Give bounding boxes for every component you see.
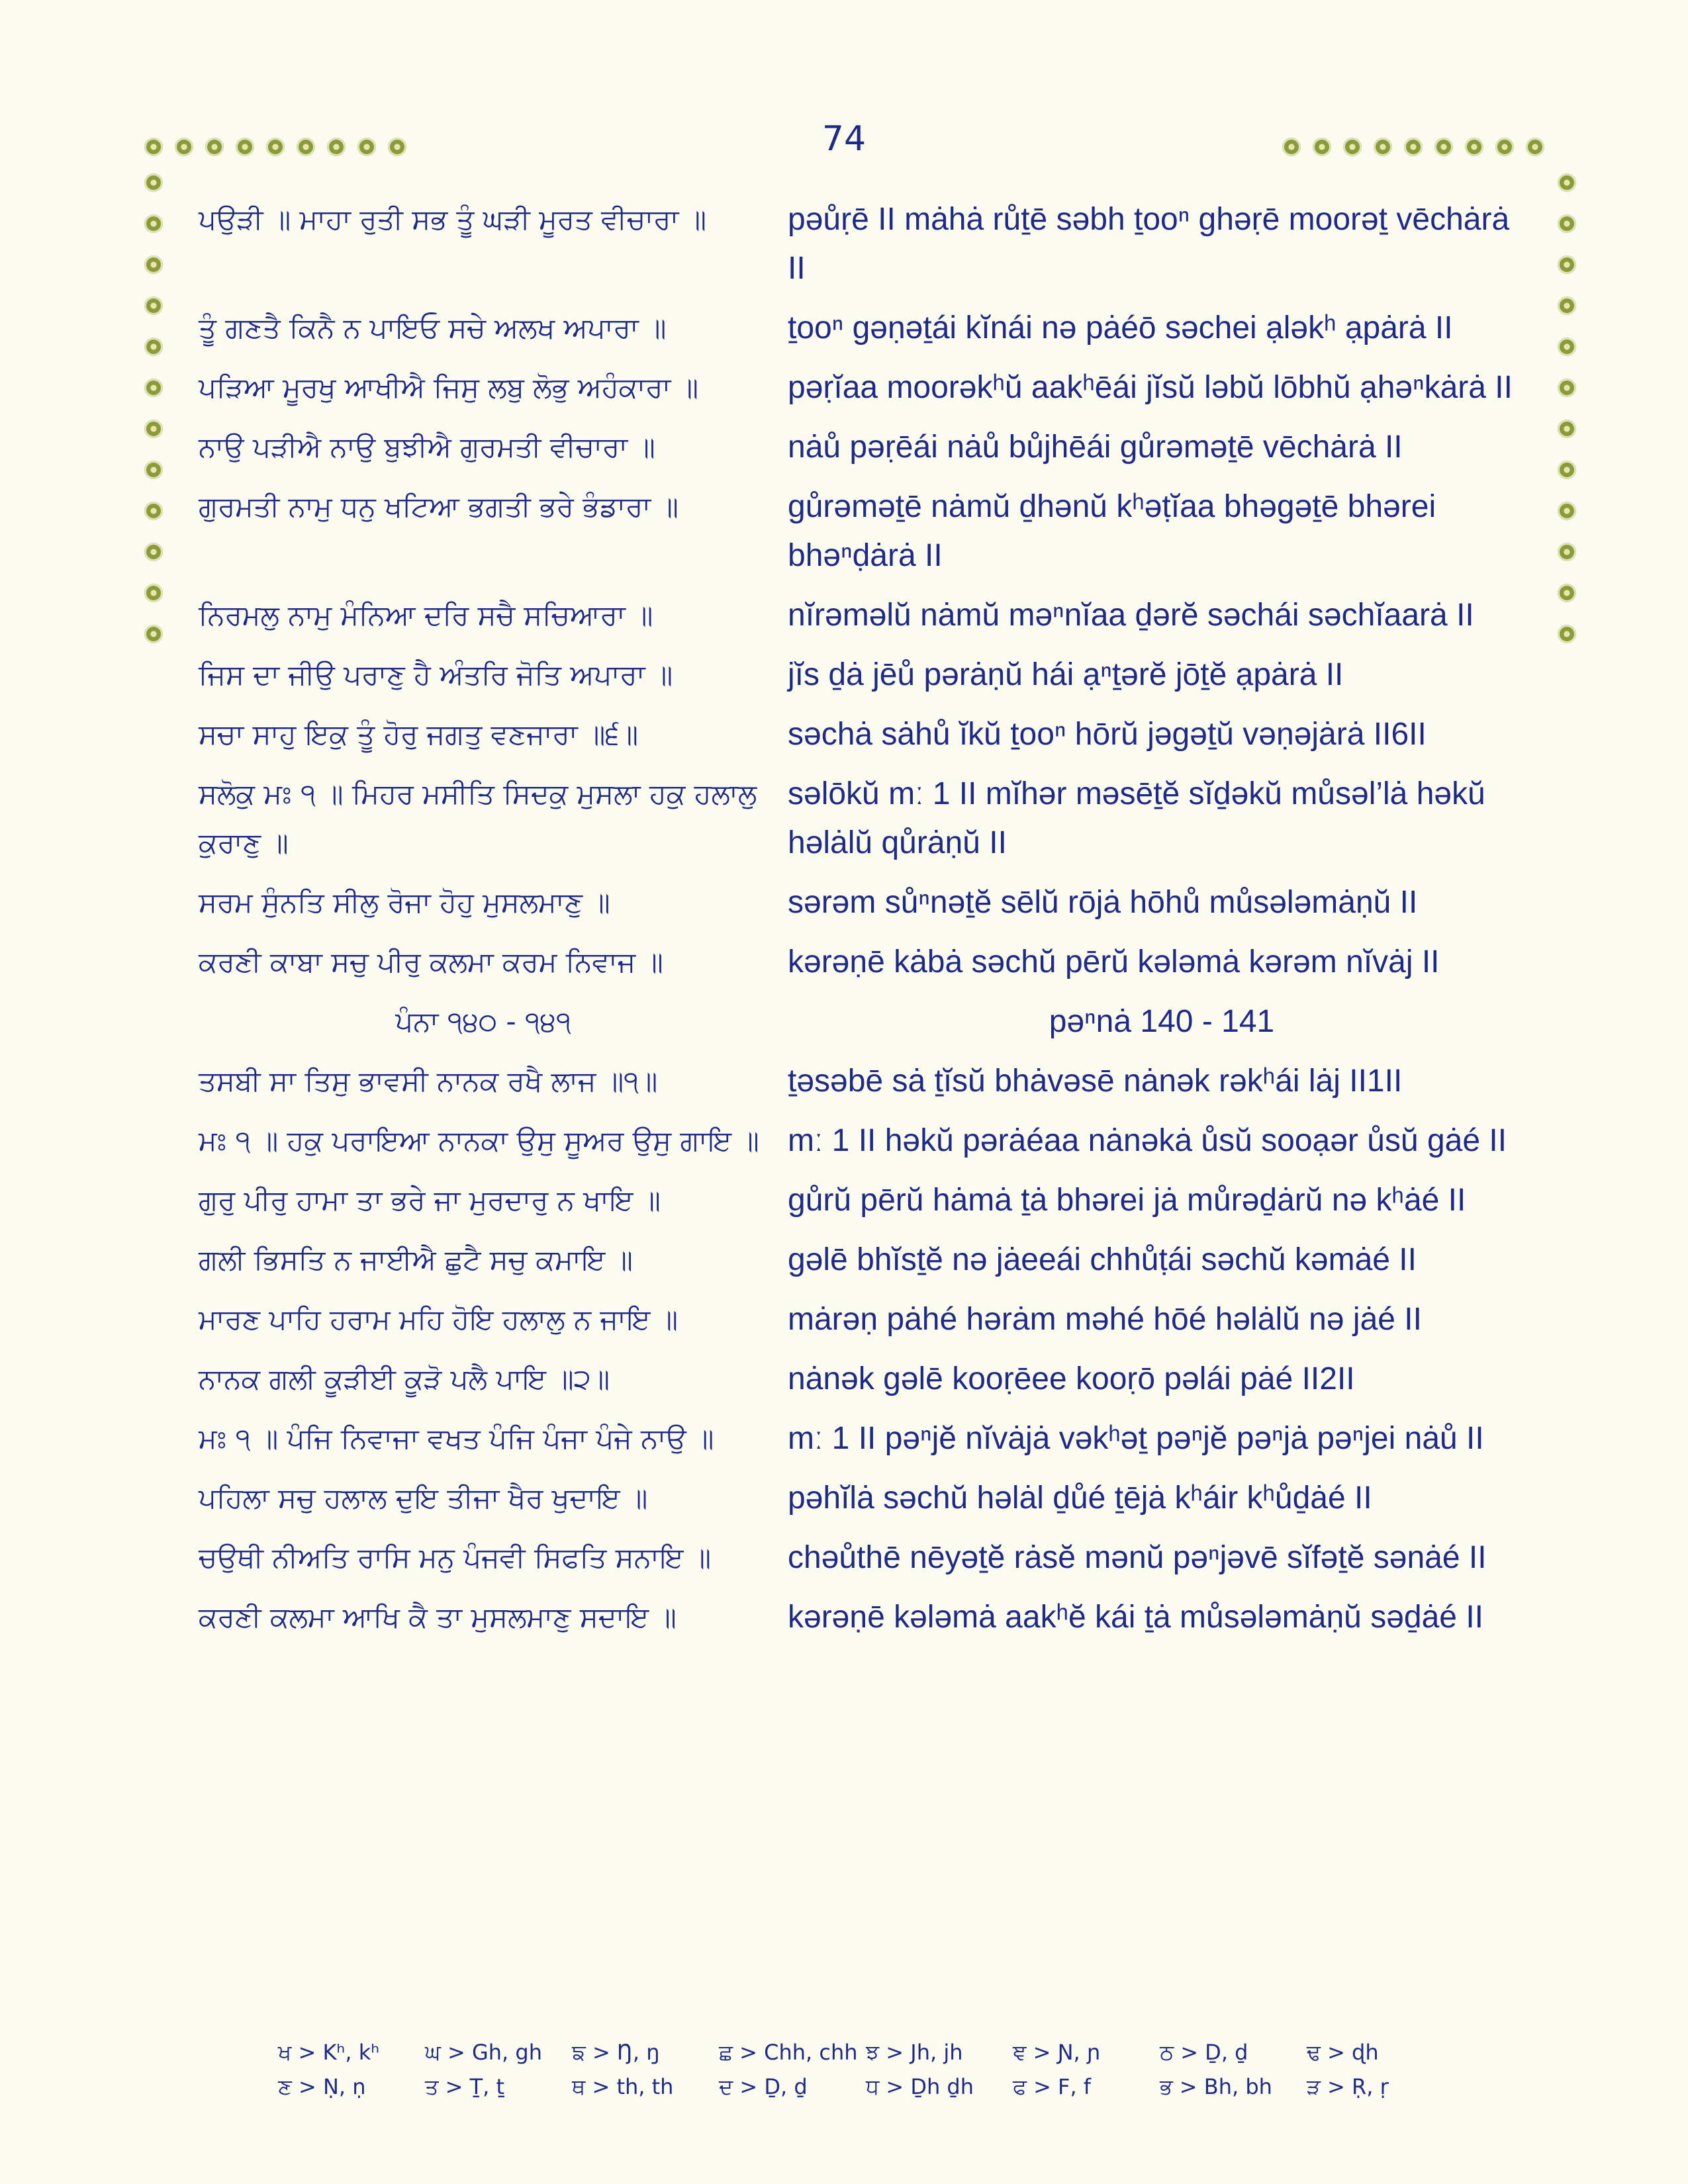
transliteration-text: səchȧ sȧhů ĭkŭ ṯooⁿ hōrŭ jəgəṯŭ vəṇəjȧrȧ II6II [788,717,1427,752]
legend-entry: ਥ > th, th [572,2074,674,2099]
transliteration-text: pəhĭlȧ səchŭ həlȧl ḏůé ṯējȧ kʰáir kʰůḏȧé II [788,1480,1372,1516]
flower-icon [144,420,163,438]
legend-entry: ਙ > Ŋ, ŋ [572,2040,660,2065]
gurmukhi-text: ਮਾਰਣ ਪਾਹਿ ਹਰਾਮ ਮਹਿ ਹੋਇ ਹਲਾਲੁ ਨ ਜਾਇ ॥ [199,1303,679,1336]
verse-row [199,710,1536,759]
transliteration-text: pəṛĭaa moorəkʰŭ aakʰēái jĭsŭ ləbŭ lōbhŭ ạhəⁿkȧrȧ II [788,370,1513,405]
legend-entry: ਭ > Bh, bh [1160,2074,1272,2099]
transliteration-text: səlōkŭ mː 1 II mĭhər məsēṯĕ sĭḏəkŭ můsəl’lȧ həkŭ həlȧlŭ qůrȧṇŭ II [788,776,1485,860]
flower-icon [1434,138,1453,156]
flower-icon [1558,255,1576,274]
legend-entry: ਝ > Jh, jh [866,2040,963,2065]
flower-icon [1282,138,1301,156]
gurmukhi-text: ਸਲੋਕੁ ਮਃ ੧ ॥ ਮਿਹਰ ਮਸੀਤਿ ਸਿਦਕੁ ਮੁਸਲਾ ਹਕੁ ਹਲਾਲੁ ਕੁਰਾਣੁ ॥ [199,778,757,859]
flower-icon [1558,338,1576,356]
gurmukhi-text: ਗੁਰਮਤੀ ਨਾਮੁ ਧਨੁ ਖਟਿਆ ਭਗਤੀ ਭਰੇ ਭੰਡਾਰਾ ॥ [199,490,679,523]
verse-row [199,878,1536,927]
flower-icon [1558,296,1576,315]
flower-icon [144,255,163,274]
transliteration-text: gůrŭ pērŭ hȧmȧ ṯȧ bhərei jȧ můrəḏȧrŭ nə kʰȧé II [788,1183,1466,1218]
page-number: 74 [821,119,867,159]
transliteration-text: kərəṇē kələmȧ aakʰĕ kái ṯȧ můsələmȧṇŭ səḏȧé II [788,1600,1483,1635]
verse-row [199,1295,1536,1344]
legend-entry: ਫ > F, f [1013,2074,1092,2099]
legend-entry: ਞ > Ɲ, ɲ [1013,2040,1101,2065]
gurmukhi-text: ਸਰਮ ਸੁੰਨਤਿ ਸੀਲੁ ਰੋਜਾ ਹੋਹੁ ਮੁਸਲਮਾਣੁ ॥ [199,886,610,919]
flower-icon [205,138,224,156]
flower-icon [388,138,406,156]
legend-row [278,2070,1456,2104]
flower-icon [1313,138,1331,156]
legend-entry: ਤ > Ṯ, ṯ [425,2074,505,2099]
flower-icon [357,138,376,156]
flower-icon [1495,138,1514,156]
flower-icon [1558,173,1576,192]
transliteration-text: mː 1 II pəⁿjĕ nĭvȧjȧ vəkʰəṯ pəⁿjĕ pəⁿjȧ pəⁿjei nȧů II [788,1421,1484,1456]
flower-icon [144,502,163,520]
flower-border-right [1558,173,1576,643]
transliteration-text: gəlē bhĭsṯĕ nə jȧeeái chhůṭái səchŭ kəmȧé II [788,1242,1417,1277]
flower-icon [144,543,163,561]
gurmukhi-text: ਗੁਰੁ ਪੀਰੁ ਹਾਮਾ ਤਾ ਭਰੇ ਜਾ ਮੁਰਦਾਰੁ ਨ ਖਾਇ ॥ [199,1184,661,1216]
flower-icon [1558,625,1576,643]
flower-icon [1465,138,1483,156]
gurmukhi-text: ਨਾਨਕ ਗਲੀ ਕੂੜੀਈ ਕੂੜੋ ਪਲੈ ਪਾਇ ॥੨॥ [199,1363,610,1395]
verse-row [199,651,1536,700]
flower-icon [144,173,163,192]
flower-icon [144,584,163,602]
legend-row [278,2035,1456,2070]
verse-row [199,1414,1536,1463]
verse-row [199,770,1536,868]
gurmukhi-text: ਨਿਰਮਲੁ ਨਾਮੁ ਮੰਨਿਆ ਦਰਿ ਸਚੈ ਸਚਿਆਰਾ ॥ [199,599,653,631]
transliteration-text: kərəṇē kȧbȧ səchŭ pērŭ kələmȧ kərəm nĭvȧj II [788,944,1440,979]
transliteration-text: ṯooⁿ gəṇəṯái kĭnái nə pȧéō səchei ạləkʰ ạpȧrȧ II [788,310,1453,345]
gurmukhi-text: ਤੂੰ ਗਣਤੈ ਕਿਨੈ ਨ ਪਾਇਓ ਸਚੇ ਅਲਖ ਅਪਾਰਾ ॥ [199,312,667,344]
flower-icon [144,138,163,156]
verse-row [199,1176,1536,1225]
flower-icon [144,338,163,356]
flower-icon [1558,584,1576,602]
flower-icon [266,138,285,156]
verse-table [199,195,1536,1653]
flower-icon [1558,543,1576,561]
flower-border-left [144,173,163,643]
gurmukhi-text: ਸਚਾ ਸਾਹੁ ਇਕੁ ਤੂੰ ਹੋਰੁ ਜਗਤੁ ਵਣਜਾਰਾ ॥੬॥ [199,718,639,751]
transliteration-text: mː 1 II həkŭ pərȧéaa nȧnəkȧ ůsŭ sooạər ůsŭ gȧé II [788,1123,1507,1158]
transliteration-text: nȧnək gəlē kooṛēee kooṛō pəlái pȧé II2II [788,1361,1355,1396]
verse-row [199,1057,1536,1106]
verse-row [199,1116,1536,1165]
flower-icon [1558,214,1576,233]
flower-icon [1558,379,1576,397]
legend-entry: ਖ > Kʰ, kʰ [278,2040,380,2065]
verse-row [199,423,1536,472]
legend-entry: ਛ > Chh, chh [719,2040,858,2065]
gurmukhi-text: ਪੰਨਾ ੧੪੦ - ੧੪੧ [395,1005,571,1038]
legend-entry: ਢ > ɖh [1307,2040,1379,2065]
flower-icon [1558,502,1576,520]
gurmukhi-text: ਚਉਥੀ ਨੀਅਤਿ ਰਾਸਿ ਮਨੁ ਪੰਜਵੀ ਸਿਫਤਿ ਸਨਾਇ ॥ [199,1541,712,1574]
legend-entry: ਦ > Ḏ, ḏ [719,2074,808,2099]
gurmukhi-text: ਗਲੀ ਭਿਸਤਿ ਨ ਜਾਈਐ ਛੁਟੈ ਸਚੁ ਕਮਾਇ ॥ [199,1244,633,1276]
flower-icon [1404,138,1423,156]
flower-icon [297,138,315,156]
verse-row [199,1593,1536,1642]
gurmukhi-text: ਕਰਣੀ ਕਾਬਾ ਸਚੁ ਪੀਰੁ ਕਲਮਾ ਕਰਮ ਨਿਵਾਜ ॥ [199,946,663,978]
transliteration-text: chəůthē nēyəṯĕ rȧsĕ mənŭ pəⁿjəvē sĭfəṯĕ sənȧé II [788,1540,1487,1575]
transliteration-legend [278,2035,1456,2104]
legend-entry: ਣ > Ṇ, ṇ [278,2074,366,2099]
flower-border-top-left [144,138,406,156]
legend-entry: ਘ > Gh, gh [425,2040,542,2065]
flower-icon [1558,420,1576,438]
transliteration-text: gůrəməṯē nȧmŭ ḏhənŭ kʰəṭĭaa bhəgəṯē bhərei bhəⁿḍȧrȧ II [788,489,1436,573]
transliteration-text: ṯəsəbē sȧ ṯĭsŭ bhȧvəsē nȧnək rəkʰái lȧj II1II [788,1064,1403,1099]
verse-row [199,1533,1536,1582]
verse-row [199,195,1536,293]
transliteration-text: jĭs ḏȧ jēů pərȧṇŭ hái ạⁿṯərĕ jōṯĕ ạpȧrȧ II [788,657,1344,692]
legend-entry: ਧ > Ḏh ḏh [866,2074,974,2099]
flower-icon [144,296,163,315]
flower-icon [236,138,254,156]
flower-icon [1374,138,1392,156]
verse-row [199,591,1536,640]
transliteration-text: sərəm sůⁿnəṯĕ sēlŭ rōjȧ hōhů můsələmȧṇŭ II [788,885,1418,920]
legend-entry: ਠ > Ḏ, ḏ [1160,2040,1248,2065]
flower-icon [1343,138,1362,156]
transliteration-text: mȧrəṇ pȧhé hərȧm məhé hōé həlȧlŭ nə jȧé II [788,1302,1422,1337]
verse-row [199,1236,1536,1285]
verse-row [199,482,1536,580]
flower-icon [144,379,163,397]
verse-row [199,938,1536,987]
flower-icon [1558,461,1576,479]
verse-row [199,363,1536,412]
page-range-header [199,997,1536,1046]
transliteration-text: nĭrəməlŭ nȧmŭ məⁿnĭaa ḏərĕ səchái səchĭaarȧ II [788,598,1474,633]
gurmukhi-text: ਕਰਣੀ ਕਲਮਾ ਆਖਿ ਕੈ ਤਾ ਮੁਸਲਮਾਣੁ ਸਦਾਇ ॥ [199,1601,677,1633]
verse-row [199,1355,1536,1404]
transliteration-text: pəůṛē II mȧhȧ růṯē səbh ṯooⁿ ghəṛē moorəṯ vēchȧrȧ II [788,202,1510,286]
gurmukhi-text: ਨਾਉ ਪੜੀਐ ਨਾਉ ਬੁਝੀਐ ਗੁਰਮਤੀ ਵੀਚਾਰਾ ॥ [199,431,655,463]
transliteration-text: nȧů pəṛēái nȧů bůjhēái gůrəməṯē vēchȧrȧ II [788,430,1403,465]
gurmukhi-text: ਪਹਿਲਾ ਸਚੁ ਹਲਾਲ ਦੁਇ ਤੀਜਾ ਖੈਰ ਖੁਦਾਇ ॥ [199,1482,648,1514]
flower-icon [1526,138,1544,156]
verse-row [199,1474,1536,1523]
gurmukhi-text: ਜਿਸ ਦਾ ਜੀਉ ਪਰਾਣੁ ਹੈ ਅੰਤਰਿ ਜੋਤਿ ਅਪਾਰਾ ॥ [199,659,673,691]
flower-icon [144,214,163,233]
gurmukhi-text: ਤਸਬੀ ਸਾ ਤਿਸੁ ਭਾਵਸੀ ਨਾਨਕ ਰਖੈ ਲਾਜ ॥੧॥ [199,1065,658,1097]
gurmukhi-text: ਪਉੜੀ ॥ ਮਾਹਾ ਰੁਤੀ ਸਭ ਤੂੰ ਘੜੀ ਮੂਰਤ ਵੀਚਾਰਾ ॥ [199,203,707,236]
gurmukhi-text: ਮਃ ੧ ॥ ਪੰਜਿ ਨਿਵਾਜਾ ਵਖਤ ਪੰਜਿ ਪੰਜਾ ਪੰਜੇ ਨਾਉ ॥ [199,1422,714,1455]
flower-icon [144,461,163,479]
flower-icon [175,138,193,156]
legend-entry: ੜ > Ṛ, ṛ [1307,2074,1389,2099]
gurmukhi-text: ਮਃ ੧ ॥ ਹਕੁ ਪਰਾਇਆ ਨਾਨਕਾ ਉਸੁ ਸੂਅਰ ਉਸੁ ਗਾਇ ॥ [199,1124,759,1157]
gurmukhi-text: ਪੜਿਆ ਮੂਰਖੁ ਆਖੀਐ ਜਿਸੁ ਲਬੁ ਲੋਭੁ ਅਹੰਕਾਰਾ ॥ [199,371,699,404]
verse-row [199,304,1536,353]
transliteration-text: pəⁿnȧ 140 - 141 [1049,1004,1275,1039]
flower-icon [144,625,163,643]
flower-border-top-right [1282,138,1544,156]
flower-icon [327,138,346,156]
